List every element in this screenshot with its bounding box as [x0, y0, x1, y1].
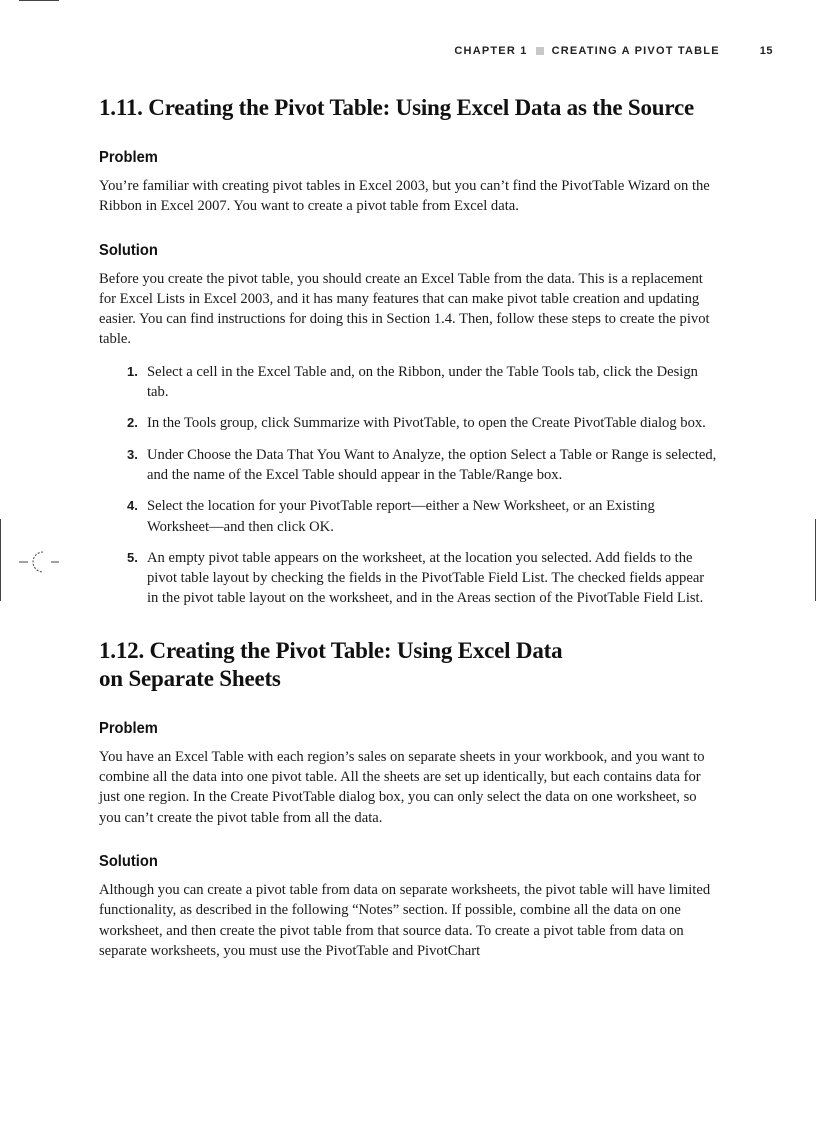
list-item: [99, 445, 719, 486]
problem-heading-1-12: Problem: [99, 719, 158, 737]
running-head: [454, 44, 773, 58]
step-number: 3.: [127, 446, 138, 462]
crop-mark-top: [19, 0, 59, 1]
registration-mark-icon: [19, 548, 61, 576]
solution-text-1-11: Before you create the pivot table, you should create an Excel Table from the data. This is a replacement for Excel Lists in Excel 2003, and it has many features that can make pivot table creation and updating easier. You can find instructions for doing this in Section 1.4. Then, follow these steps to create the pivot table.: [99, 270, 710, 348]
steps-list: [99, 362, 719, 609]
problem-text-1-11: You’re familiar with creating pivot tables in Excel 2003, but you can’t find the PivotTable Wizard on the Ribbon in Excel 2007. You want to create a pivot table from Excel data.: [99, 178, 710, 215]
solution-heading-1-12: Solution: [99, 852, 158, 870]
section-heading-1-12: 1.12. Creating the Pivot Table: Using Excel Data on Separate Sheets: [99, 637, 563, 691]
problem-text-1-12: You have an Excel Table with each region’s sales on separate sheets in your workbook, and you want to combine all the data into one pivot table. All the sheets are set up identically, but each contains data for just one region. In the Create PivotTable dialog box, you can only select the data on one worksheet, so you can’t create the pivot table from all the data.: [99, 748, 705, 826]
step-text: An empty pivot table appears on the worksheet, at the location you selected. Add fields to the pivot table layout by checking the fields in the PivotTable Field List. The checked fields appear in the pivot table layout on the worksheet, and in the Areas section of the PivotTable Field List.: [147, 549, 705, 607]
step-number: 2.: [127, 415, 138, 431]
list-item: [99, 548, 719, 609]
list-item: [99, 413, 719, 433]
step-text: Select a cell in the Excel Table and, on the Ribbon, under the Table Tools tab, click the Design tab.: [147, 363, 698, 401]
page-number: 15: [759, 45, 773, 57]
running-head-chapter: CHAPTER 1: [454, 45, 528, 57]
step-text: Under Choose the Data That You Want to Analyze, the option Select a Table or Range is selected, and the name of the Excel Table should appear in the Table/Range box.: [147, 446, 717, 483]
step-number: 1.: [127, 363, 138, 379]
step-number: 5.: [127, 549, 138, 565]
section-heading-1-11: 1.11. Creating the Pivot Table: Using Excel Data as the Source: [99, 95, 694, 120]
step-text: Select the location for your PivotTable report—either a New Worksheet, or an Existing Worksheet—and then click OK.: [147, 498, 655, 535]
solution-text-1-12: Although you can create a pivot table from data on separate worksheets, the pivot table will have limited functionality, as described in the following “Notes” section. If possible, combine all the data on one worksheet, and then create the pivot table from that source data. To create a pivot table from data on separate worksheets, you must use the PivotTable and PivotChart: [99, 881, 711, 959]
crop-mark-left: [0, 519, 1, 601]
list-item: [99, 362, 719, 403]
running-head-separator-icon: [536, 47, 544, 55]
problem-heading-1-11: Problem: [99, 149, 158, 166]
page-content: [99, 94, 719, 961]
step-text: In the Tools group, click Summarize with PivotTable, to open the Create PivotTable dialog box.: [147, 415, 706, 432]
step-number: 4.: [127, 498, 138, 514]
list-item: [99, 496, 719, 537]
solution-heading-1-11: Solution: [99, 241, 158, 259]
running-head-title: CREATING A PIVOT TABLE: [551, 45, 720, 57]
